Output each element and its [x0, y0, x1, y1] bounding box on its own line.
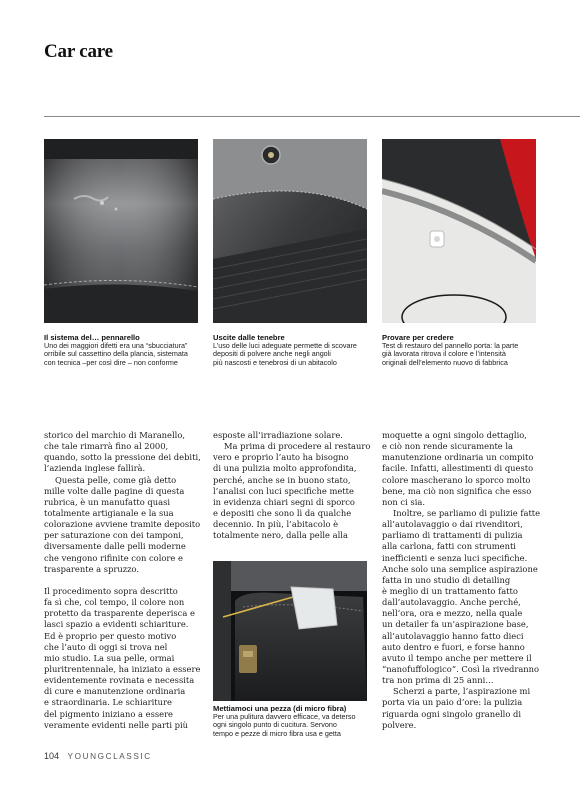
caption-line: Test di restauro del pannello porta: la parte — [382, 341, 519, 350]
caption-line: più nascosti e tenebrosi di un abitacolo — [213, 357, 337, 367]
body-text-line: colore mascherano lo sporco molto — [382, 474, 531, 485]
body-text-line: auto dentro e fuori, e forse hanno — [382, 641, 525, 652]
photo-caption — [213, 333, 371, 367]
body-text-line: trasparente a spruzzo. — [44, 563, 140, 574]
body-text-line: mille volte dalle pagine di questa — [44, 485, 185, 496]
page-footer — [44, 751, 152, 761]
caption-line: ogni singolo punto di cucitura. Servono — [213, 720, 337, 730]
caption-title: Provare per credere — [382, 333, 454, 342]
caption-title: Il sistema del… pennarello — [44, 333, 140, 342]
photo-caption — [44, 333, 202, 367]
body-column-3 — [382, 430, 540, 731]
body-text-line: bene, ma ciò non significa che esso — [382, 485, 532, 496]
caption-line: tempo e pezze di micro fibra usa e getta — [213, 728, 341, 738]
body-text-line: totalmente artigianale e la sua — [44, 507, 174, 518]
caption-title: Uscite dalle tenebre — [213, 333, 285, 342]
body-column-1 — [44, 430, 202, 731]
body-text-line: totalmente nero, dalla pelle alla — [213, 530, 348, 541]
body-text-line: in evidenza chiari segni di sporco — [213, 496, 355, 507]
body-text-line: che tale rimarrà fino al 2000, — [44, 441, 169, 452]
body-text-line: evidentemente rovinata e necessita — [44, 675, 195, 686]
caption-title: Mettiamoci una pezza (di micro fibra) — [213, 704, 347, 713]
body-text-line: perché, anche se in buono stato, — [213, 474, 351, 485]
body-text-line: non ci sia. — [382, 496, 425, 507]
caption-line: con tecnica –per così dire – non conforme — [44, 357, 178, 367]
body-text-line: Ma prima di procedere al restauro — [224, 441, 371, 452]
caption-line: già lavorata ritrova il colore e l’intensità — [382, 349, 506, 359]
body-text-line: polvere. — [382, 719, 417, 730]
body-text-line: all’autolavaggio o dai rivenditori, — [382, 519, 523, 530]
body-text-line: l’analisi con luci specifiche mette — [213, 485, 354, 496]
photo-caption — [382, 333, 540, 367]
body-text-line: moquette a ogni singolo dettaglio, — [382, 430, 527, 440]
photo-caption — [213, 704, 373, 738]
body-text-line: dall’autolavaggio. Anche perché, — [382, 597, 521, 608]
body-text-line: pluritrentennale, ha iniziato a essere — [44, 663, 201, 674]
section-title: Car care — [44, 41, 113, 62]
body-text-line: Il procedimento sopra descritto — [44, 585, 178, 596]
page-number: 104 — [44, 751, 60, 761]
body-text-line: avuto il tempo anche per mettere il — [382, 652, 532, 663]
body-text-line: di cure e manutenzione ordinaria — [44, 686, 186, 697]
body-text-line: diversamente dalle pelli moderne — [44, 541, 186, 552]
body-text-line: Anche solo una semplice aspirazione — [382, 563, 538, 574]
body-text-line: lasci spazio a evidenti schiariture. — [44, 619, 189, 630]
body-text-line: l’azienda inglese fallirà. — [44, 463, 146, 474]
body-text-line: tra non prima di 25 anni… — [382, 675, 494, 686]
body-text-line: protetto da trasparente deperisca e — [44, 608, 195, 619]
caption-line: depositi di polvere anche negli angoli — [213, 349, 331, 359]
body-text-line: fatta in uno studio di detailing — [382, 574, 511, 585]
body-text-line: parliamo di trattamenti di pulizia — [382, 530, 523, 541]
door-panel-photo — [382, 139, 536, 323]
microfiber-cloth-photo — [213, 561, 367, 701]
body-text-line: vero e proprio l’auto ha bisogno — [213, 452, 349, 463]
body-text-line: Ed è proprio per questo motivo — [44, 630, 177, 641]
body-text-line: di una pulizia molto approfondita, — [213, 463, 357, 474]
seat-belt-light-photo — [213, 139, 367, 323]
body-text-line: per saturazione con dei tamponi, — [44, 530, 184, 541]
body-text-line: facile. Infatti, allestimenti di questo — [382, 463, 534, 474]
body-text-line: Questa pelle, come già detto — [55, 474, 177, 485]
body-text-line: storico del marchio di Maranello, — [44, 430, 185, 440]
body-column-2 — [213, 430, 371, 541]
body-text-line: che l’auto di oggi si trova nel — [44, 641, 168, 652]
body-text-line: Scherzi a parte, l’aspirazione mi — [393, 686, 531, 697]
body-text-line: nell’ora, ora e mezzo, nella quale — [382, 608, 523, 619]
body-text-line: Inoltre, se parliamo di pulizie fatte — [393, 507, 541, 518]
body-text-line: è meglio di un trattamento fatto — [382, 585, 518, 596]
body-text-line: e ciò non rende sicuramente la — [382, 441, 514, 452]
dashboard-drawer-leather-photo — [44, 139, 198, 323]
body-text-line: fa sì che, col tempo, il colore non — [44, 597, 185, 608]
body-text-line: quando, sotto la pressione dei debiti, — [44, 452, 201, 463]
body-text-line: decennio. In più, l’abitacolo è — [213, 519, 339, 530]
body-text-line: alla carlona, fatti con strumenti — [382, 541, 516, 552]
caption-line: orribile sul cassettino della plancia, sistemata — [44, 349, 188, 359]
caption-line: Per una pulitura davvero efficace, va deterso — [213, 712, 356, 721]
body-text-line: inefficienti e senza luci specifiche. — [382, 552, 528, 563]
caption-line: L’uso delle luci adeguate permette di scovare — [213, 341, 357, 350]
body-text-line: colorazione avviene tramite deposito — [44, 519, 201, 530]
body-text-line: esposte all’irradiazione solare. — [213, 430, 343, 440]
body-text-line: del pigmento iniziano a essere — [44, 708, 173, 719]
caption-line: Uno dei maggiori difetti era una “sbucciatura” — [44, 341, 188, 350]
body-text-line: manutenzione ordinaria un compito — [382, 452, 534, 463]
magazine-name: YOUNGCLASSIC — [67, 752, 152, 761]
header-divider — [44, 116, 580, 117]
body-text-line: e straordinaria. Le schiariture — [44, 697, 172, 708]
body-text-line — [44, 575, 202, 586]
body-text-line: porta via un paio d’ore: la pulizia — [382, 697, 523, 708]
caption-line: originali dell’elemento nuovo di fabbrica — [382, 357, 508, 367]
body-text-line: all’autolavaggio hanno fatto dieci — [382, 630, 524, 641]
body-text-line: che vengono rifinite con colore e — [44, 552, 183, 563]
body-text-line: un detailer fa un’aspirazione base, — [382, 619, 529, 630]
body-text-line: riguarda ogni singolo granello di — [382, 708, 522, 719]
body-text-line: mio studio. La sua pelle, ormai — [44, 652, 175, 663]
body-text-line: veramente evidenti nelle parti più — [44, 719, 189, 730]
body-text-line: rubrica, è un manufatto quasi — [44, 496, 171, 507]
body-text-line: “nanofuffologico”. Così la rivedranno — [382, 663, 540, 674]
body-text-line: e depositi che sono lì da qualche — [213, 507, 352, 518]
